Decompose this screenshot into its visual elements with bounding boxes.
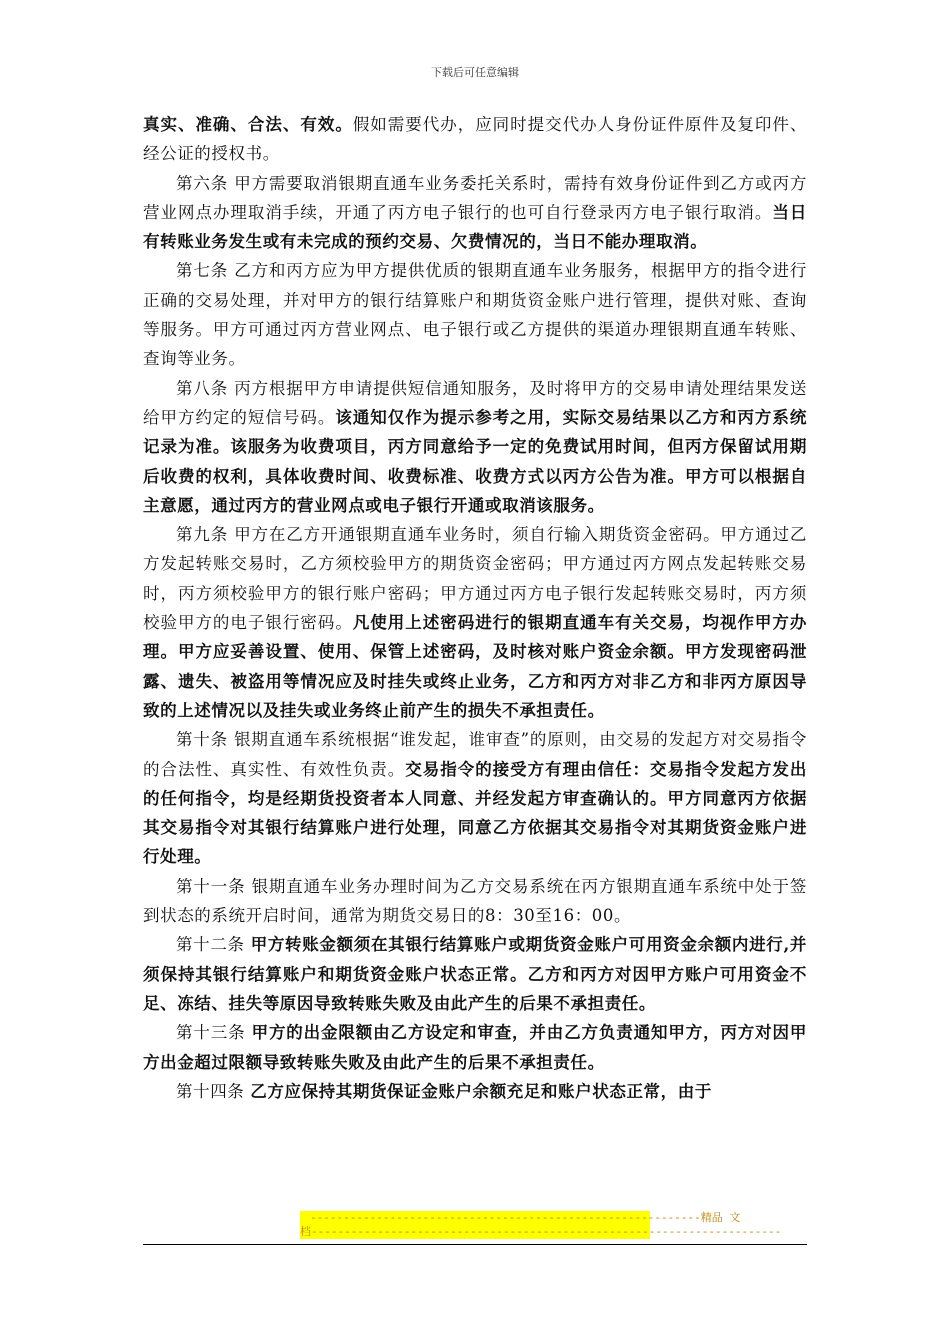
paragraph	[143, 256, 807, 373]
paragraph	[143, 520, 807, 725]
paragraph	[143, 169, 807, 257]
paragraph	[143, 110, 807, 169]
bold-text: 凡使用上述密码进行的银期直通车有关交易，均视作甲方办理。甲方应妥善设置、使用、保管上述密码，及时核对账户资金余额。甲方发现密码泄露、遗失、被盗用等情况应及时挂失或终止业务，乙方和丙方对非乙方和非丙方原因导致的上述情况以及挂失或业务终止前产生的损失不承担责任。	[143, 613, 807, 720]
text: 第十四条	[176, 1081, 251, 1101]
bold-text: 甲方转账金额须在其银行结算账户或期货资金账户可用资金余额内进行,并须保持其银行结算账户和期货资金账户状态正常。乙方和丙方对因甲方账户可用资金不足、冻结、挂失等原因导致转账失败及由此产生的后果不承担责任。	[143, 935, 808, 1013]
text: 假如需要代办，应同时提交代办人身份证件原件及复印件、经公证的授权书。	[143, 115, 807, 164]
paragraph	[143, 1077, 807, 1106]
paragraph	[143, 725, 807, 871]
page-header: 下载后可任意编辑	[431, 66, 519, 79]
text: 第十条 银期直通车系统根据“谁发起，谁审查”的原则，由交易的发起方对交易指令的合法性、真实性、有效性负责。	[143, 730, 807, 779]
footer-watermark	[300, 1211, 782, 1239]
bold-text: 该通知仅作为提示参考之用，实际交易结果以乙方和丙方系统记录为准。该服务为收费项目，丙方同意给予一定的免费试用时间，但丙方保留试用期后收费的权利，具体收费时间、收费标准、收费方式以丙方公告为准。甲方可以根据自主意愿，通过丙方的营业网点或电子银行开通或取消该服务。	[143, 407, 807, 515]
text: 第七条 乙方和丙方应为甲方提供优质的银期直通车业务服务，根据甲方的指令进行正确的交易处理，并对甲方的银行结算账户和期货资金账户进行管理，提供对账、查询等服务。甲方可通过丙方营业网点、电子银行或乙方提供的渠道办理银期直通车转账、查询等业务。	[143, 261, 807, 369]
text: 第六条 甲方需要取消银期直通车业务委托关系时，需持有效身份证件到乙方或丙方营业网点办理取消手续，开通了丙方电子银行的也可自行登录丙方电子银行取消。	[143, 173, 807, 222]
document-body	[143, 110, 807, 1106]
text: 第十二条	[176, 935, 251, 955]
footer-line-2: 档-----------------------------------------------------------------------	[300, 1225, 782, 1238]
text: 第九条 甲方在乙方开通银期直通车业务时，须自行输入期货资金密码。甲方通过乙方发起转账交易时，乙方须校验甲方的期货资金密码；甲方通过丙方网点发起转账交易时，丙方须校验甲方的银行账户密码；甲方通过丙方电子银行发起转账交易时，丙方须校验甲方的电子银行密码。	[143, 525, 807, 633]
bold-text: 交易指令的接受方有理由信任：交易指令发起方发出的任何指令，均是经期货投资者本人同意、并经发起方审查确认的。甲方同意丙方依据其交易指令对其银行结算账户进行处理，同意乙方依据其交易指令对其期货资金账户进行处理。	[143, 759, 808, 867]
paragraph	[143, 930, 807, 1018]
footer-line-1: -----------------------------------------------------------精品 文	[310, 1211, 741, 1224]
paragraph	[143, 1018, 807, 1077]
bold-text: 当日有转账业务发生或有未完成的预约交易、欠费情况的，当日不能办理取消。	[143, 202, 807, 252]
bold-text: 真实、准确、合法、有效。	[143, 115, 353, 134]
bold-text: 甲方的出金限额由乙方设定和审查，并由乙方负责通知甲方，丙方对因甲方出金超过限额导致转账失败及由此产生的后果不承担责任。	[143, 1023, 807, 1072]
footer-rule	[143, 1244, 807, 1245]
text: 第十一条 银期直通车业务办理时间为乙方交易系统在丙方银期直通车系统中处于签到状态的系统开启时间，通常为期货交易日的8：30至16：00。	[143, 876, 807, 926]
paragraph	[143, 374, 807, 520]
text: 第八条 丙方根据甲方申请提供短信通知服务，及时将甲方的交易申请处理结果发送给甲方约定的短信号码。	[143, 378, 807, 427]
text: 第十三条	[176, 1023, 252, 1043]
bold-text: 乙方应保持其期货保证金账户余额充足和账户状态正常，由于	[250, 1081, 712, 1101]
paragraph	[143, 872, 807, 931]
